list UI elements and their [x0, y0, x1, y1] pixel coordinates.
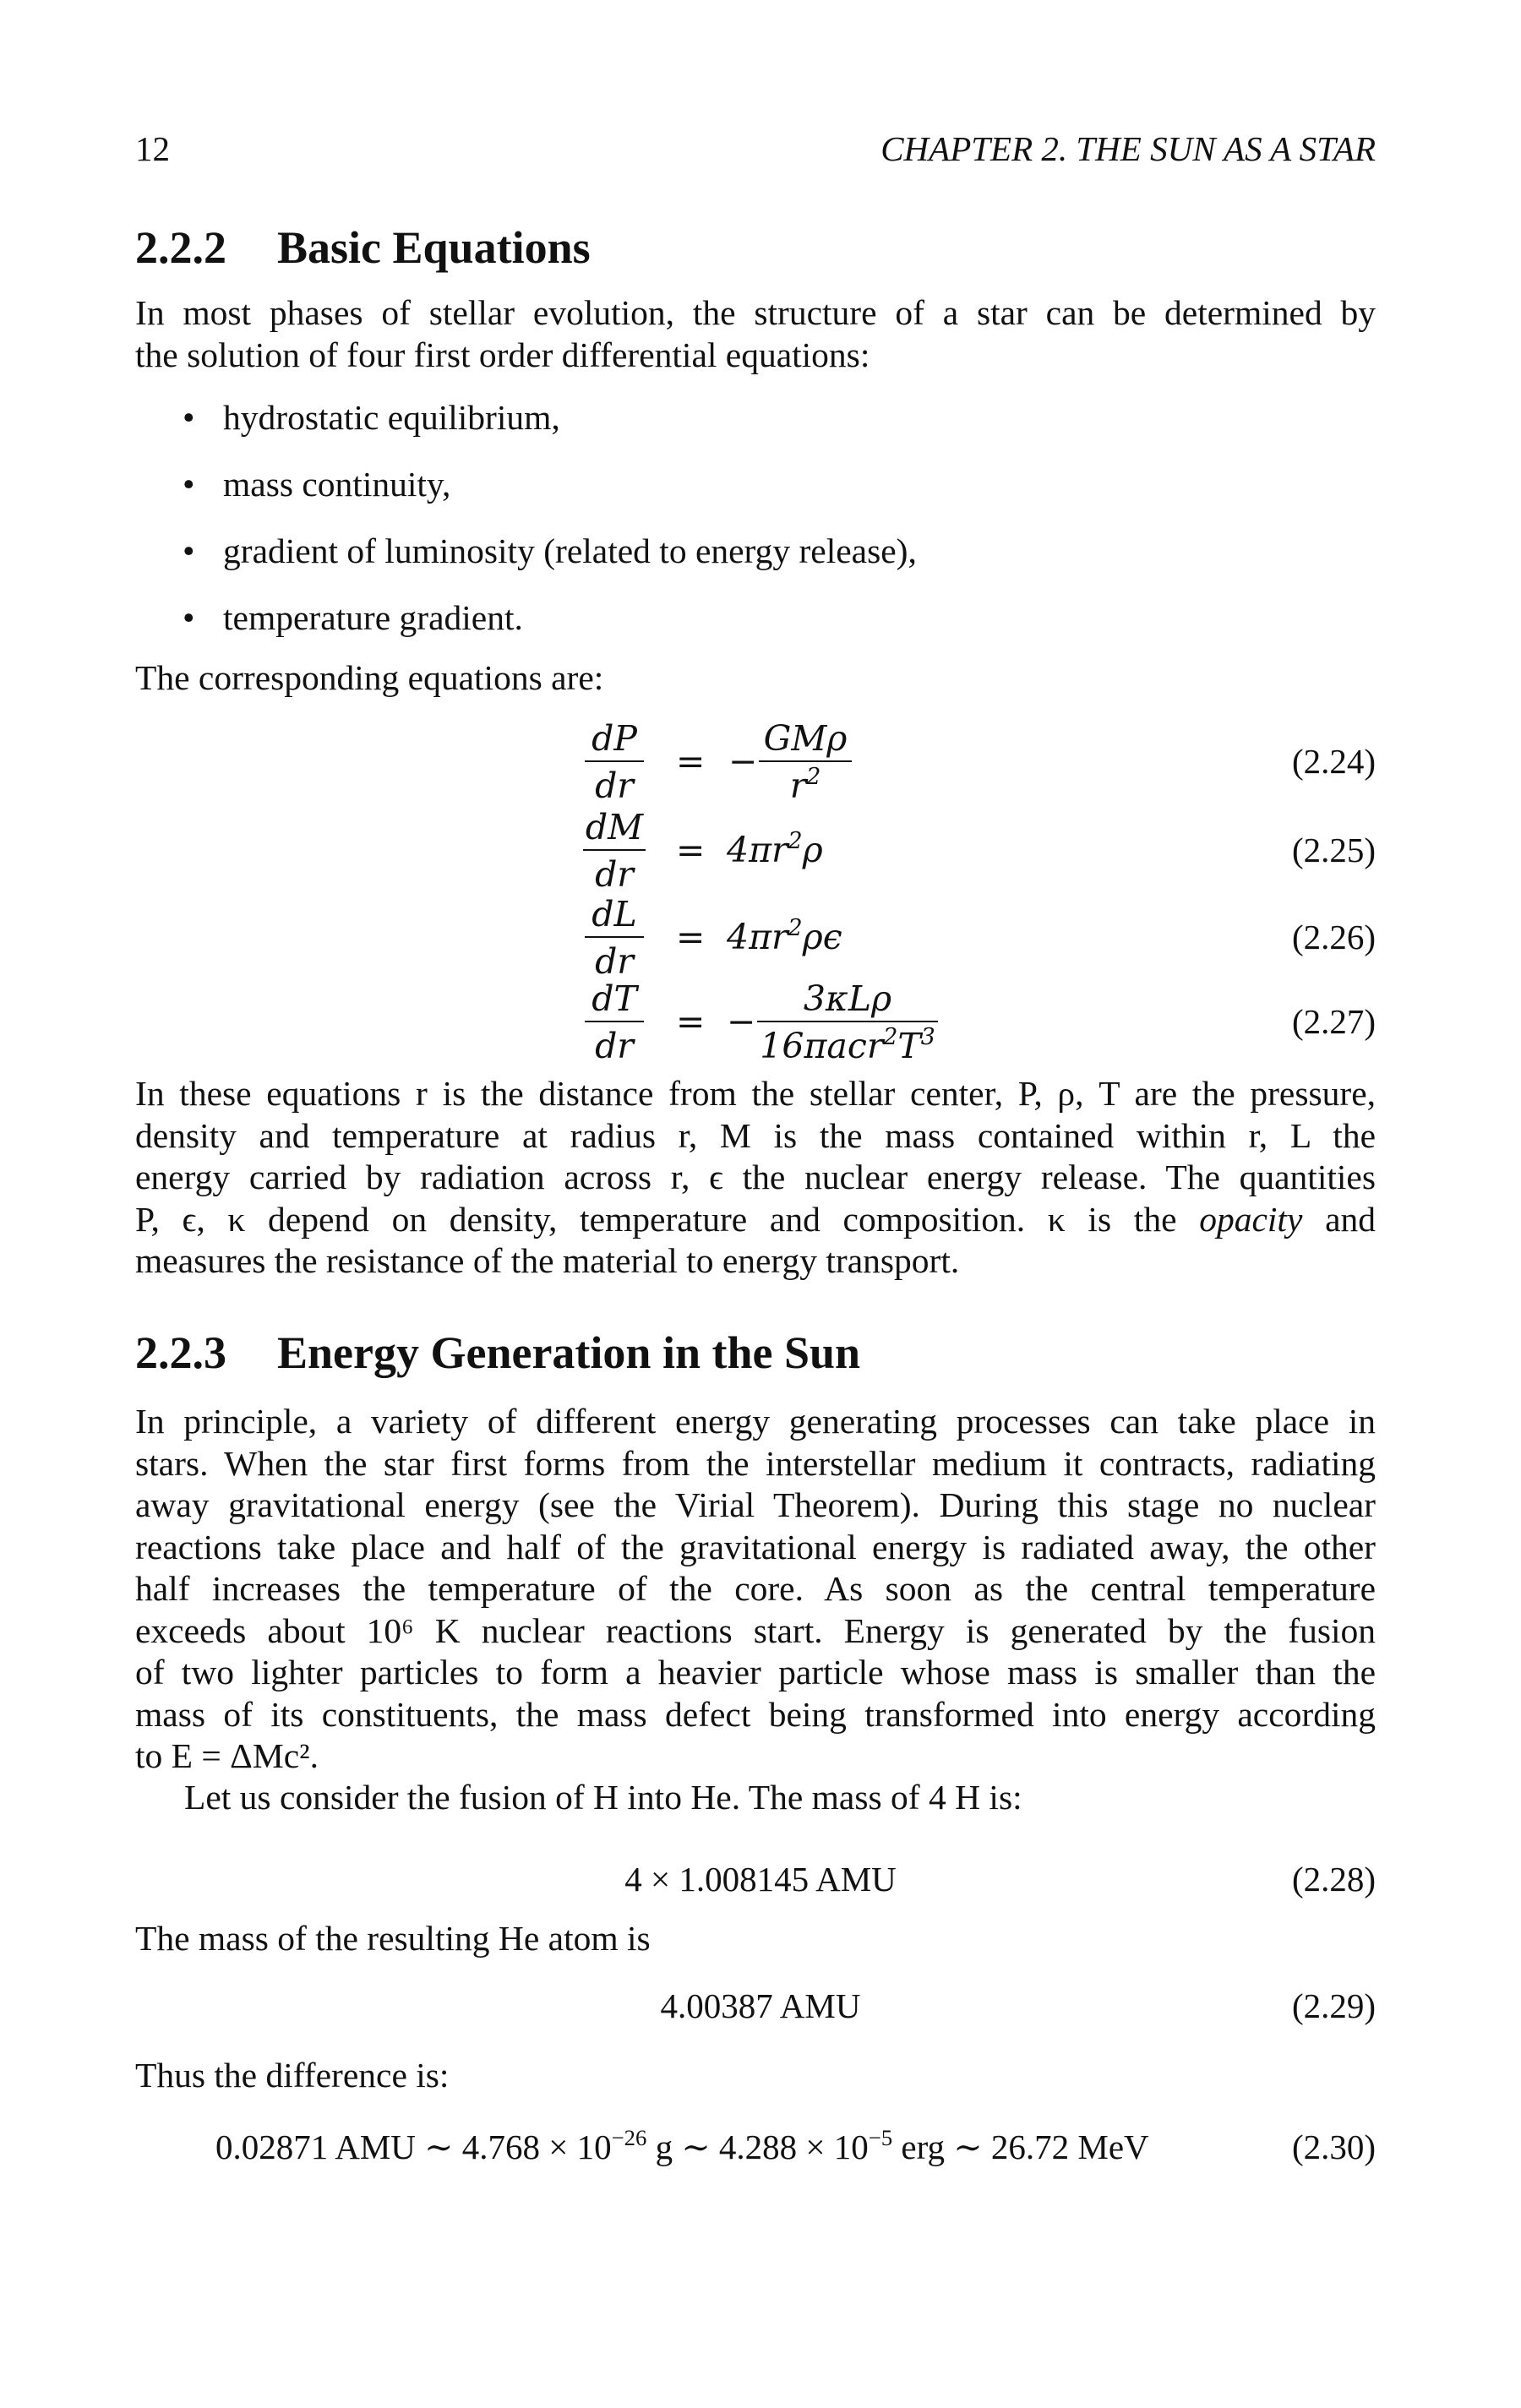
equation-number: (2.29)	[1291, 1986, 1376, 2025]
fraction-bar	[757, 1021, 938, 1022]
equation-number: (2.28)	[1291, 1860, 1376, 1899]
section-number: 2.2.2	[135, 222, 226, 273]
helium-sentence: The mass of the resulting He atom is	[135, 1919, 651, 1958]
text-line: stars. When the star first forms from the interstellar medium it contracts, radiating	[135, 1443, 1376, 1483]
equations-lead-in: The corresponding equations are:	[135, 658, 604, 697]
denominator: dr	[595, 765, 634, 806]
energy-paragraph	[135, 1401, 1376, 1778]
text-line: measures the resistance of the material to energy transport.	[135, 1241, 960, 1280]
equation-number: (2.30)	[1291, 2127, 1376, 2166]
text-line: reactions take place and half of the gravitational energy is radiated away, the other	[135, 1527, 1376, 1566]
equation-number: (2.26)	[1291, 918, 1376, 956]
equation-number: (2.24)	[1291, 742, 1376, 781]
list-item	[184, 464, 450, 504]
equation-2-28	[0, 1859, 1521, 1899]
list-item-text: gradient of luminosity (related to energy release),	[223, 531, 917, 570]
equation-2-26	[0, 894, 1521, 987]
bullet-icon: •	[183, 531, 195, 570]
equals-sign: =	[676, 741, 706, 782]
equation-expression: 4 × 1.008145 AMU	[624, 1860, 897, 1899]
equation-2-27	[0, 978, 1521, 1071]
fusion-sentence: Let us consider the fusion of H into He. The mass of 4 H is:	[184, 1778, 1022, 1817]
text-line: P, ϵ, κ depend on density, temperature and composition. κ is the opacity and	[135, 1199, 1376, 1239]
bullet-icon: •	[183, 398, 195, 437]
fraction-bar	[759, 760, 852, 762]
equation-2-24	[0, 718, 1521, 811]
list-item-text: hydrostatic equilibrium,	[223, 398, 560, 437]
lhs-fraction	[585, 718, 644, 806]
minus-sign: −	[728, 741, 758, 782]
denominator: dr	[595, 1026, 634, 1066]
list-item-text: temperature gradient.	[223, 598, 523, 637]
rhs-fraction	[759, 718, 852, 806]
text-line: to E = ΔMc².	[135, 1736, 319, 1775]
numerator: dL	[592, 894, 637, 934]
list-item	[184, 397, 560, 438]
denominator: $16\pi acr^2T^3$	[760, 1024, 935, 1066]
text-line: the solution of four first order differential equations:	[135, 335, 870, 374]
rhs-expression: $4\pi r^2\rho$	[727, 828, 823, 870]
list-item	[184, 597, 523, 638]
fraction-bar	[585, 760, 644, 762]
section-heading-2-2-2	[135, 221, 591, 274]
lhs-fraction	[585, 978, 644, 1066]
difference-sentence: Thus the difference is:	[135, 2056, 450, 2095]
equation-part: 0.02871 AMU ∼ 4.768 × 10	[215, 2127, 612, 2166]
fraction-bar	[585, 1021, 644, 1022]
list-item-text: mass continuity,	[223, 465, 451, 504]
numerator: 3κLρ	[803, 978, 892, 1019]
chapter-header: CHAPTER 2. THE SUN AS A STAR	[880, 129, 1376, 168]
equals-sign: =	[676, 1001, 706, 1042]
numerator: dM	[585, 807, 644, 847]
denominator: dr	[595, 941, 634, 982]
intro-paragraph	[135, 292, 1376, 376]
bullet-icon: •	[183, 465, 195, 504]
equation-2-25	[0, 807, 1521, 900]
text-line: energy carried by radiation across r, ϵ the nuclear energy release. The quantities	[135, 1158, 1376, 1196]
equation-part: erg ∼ 26.72 MeV	[892, 2127, 1149, 2166]
numerator: GMρ	[763, 718, 848, 759]
equation-2-30	[215, 2127, 1149, 2167]
numerator: dT	[592, 978, 637, 1019]
section-number: 2.2.3	[135, 1327, 226, 1378]
equals-sign: =	[676, 917, 706, 957]
numerator: dP	[592, 718, 637, 759]
minus-sign: −	[727, 1001, 756, 1042]
exponent: −26	[611, 2125, 647, 2151]
exponent: −5	[868, 2125, 893, 2151]
fraction-bar	[583, 849, 646, 851]
section-title: Basic Equations	[277, 222, 591, 273]
list-item	[184, 531, 917, 571]
text-line: of two lighter particles to form a heavier particle whose mass is smaller than the	[135, 1653, 1376, 1692]
text-line: In these equations r is the distance from the stellar center, P, ρ, T are the pressure,	[135, 1074, 1376, 1113]
emphasis-opacity: opacity	[1199, 1199, 1303, 1239]
text-line: half increases the temperature of the core. As soon as the central temperature	[135, 1569, 1376, 1608]
lhs-fraction	[583, 807, 646, 895]
equation-number: (2.25)	[1291, 831, 1376, 869]
equation-expression: 4.00387 AMU	[660, 1986, 861, 2025]
rhs-fraction	[757, 978, 938, 1066]
text-line: away gravitational energy (see the Virial Theorem). During this stage no nuclear	[135, 1485, 1376, 1524]
section-heading-2-2-3	[135, 1327, 860, 1379]
fraction-bar	[585, 936, 644, 938]
explanation-paragraph	[135, 1073, 1376, 1283]
text-line: density and temperature at radius r, M is the mass contained within r, L the	[135, 1115, 1376, 1155]
text-line: mass of its constituents, the mass defect being transformed into energy according	[135, 1694, 1376, 1734]
lhs-fraction	[585, 894, 644, 982]
text-line: exceeds about 10⁶ K nuclear reactions start. Energy is generated by the fusion	[135, 1610, 1376, 1650]
page-number: 12	[135, 129, 170, 168]
equation-2-29	[0, 1986, 1521, 2026]
denominator: dr	[595, 854, 634, 895]
text-line: In most phases of stellar evolution, the structure of a star can be determined by	[135, 293, 1376, 332]
rhs-expression: $4\pi r^2\rho\epsilon$	[727, 915, 842, 957]
text-line: In principle, a variety of different energy generating processes can take place in	[135, 1402, 1376, 1441]
section-title: Energy Generation in the Sun	[277, 1327, 861, 1378]
denominator: $r^2$	[789, 764, 821, 806]
equation-part: g ∼ 4.288 × 10	[646, 2127, 869, 2166]
equals-sign: =	[676, 830, 706, 870]
equation-number: (2.27)	[1291, 1002, 1376, 1041]
bullet-icon: •	[183, 598, 195, 637]
